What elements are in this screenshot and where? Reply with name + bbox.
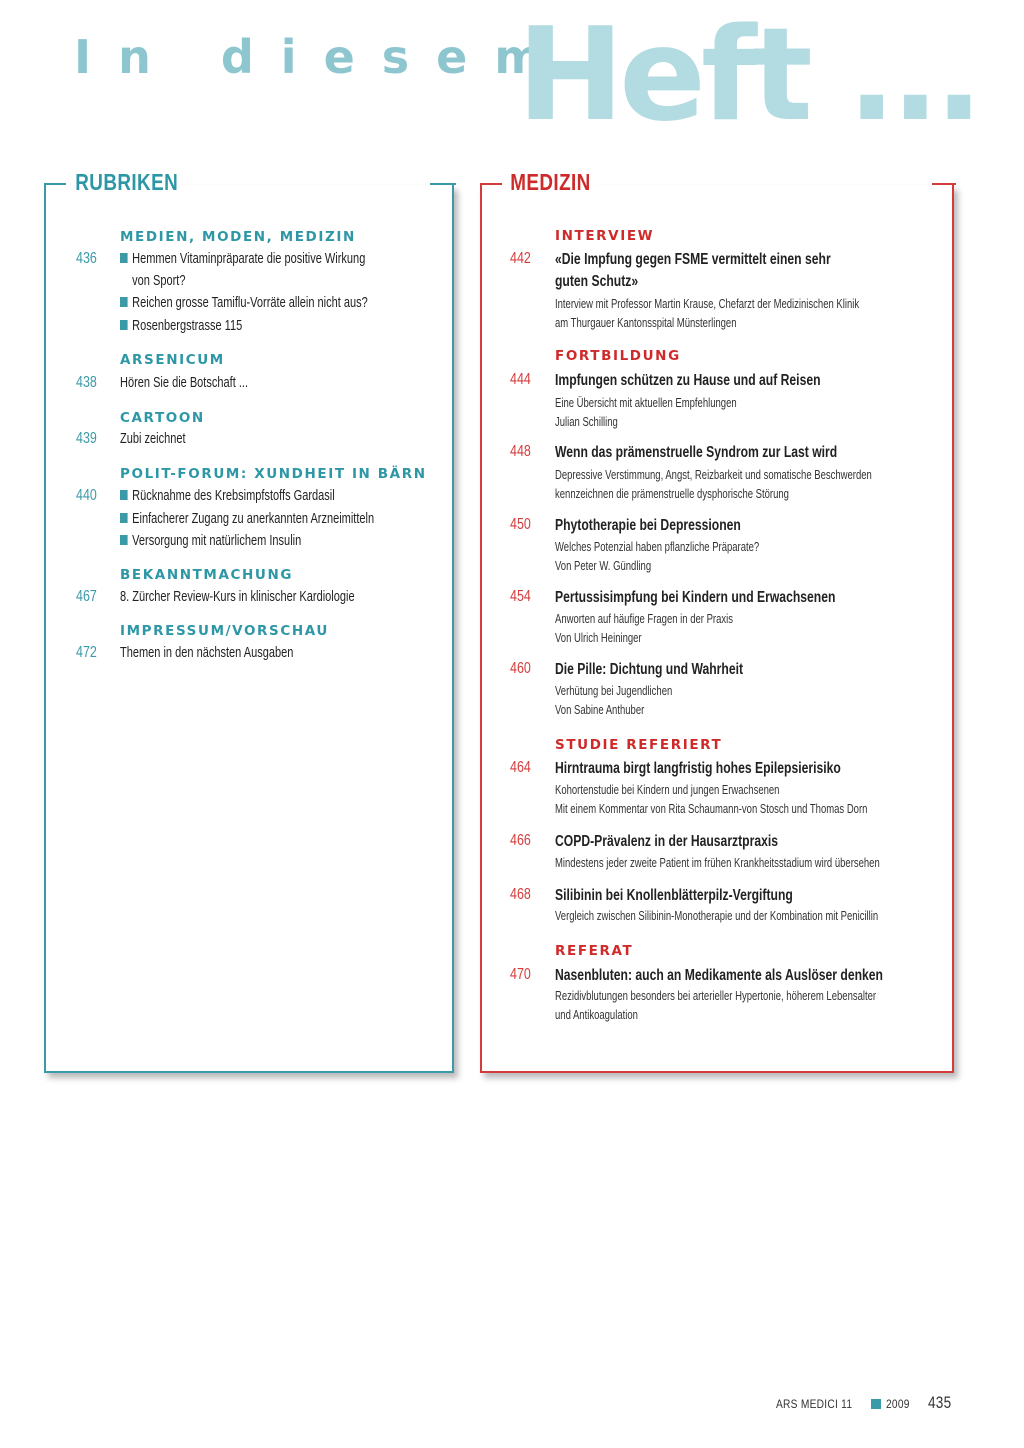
article-subtitle: kennzeichnen die prämenstruelle dysphorische Störung xyxy=(555,487,789,501)
page-number[interactable]: 442 xyxy=(510,250,531,267)
section-heading: IMPRESSUM/VORSCHAU xyxy=(120,623,329,639)
toc-item[interactable]: Reichen grosse Tamiflu-Vorräte allein nicht aus? xyxy=(120,295,368,311)
panel-top-edge-right xyxy=(430,183,456,185)
page-number[interactable]: 440 xyxy=(76,487,97,504)
page-number[interactable]: 470 xyxy=(510,966,531,983)
page-number[interactable]: 454 xyxy=(510,588,531,605)
page-number[interactable]: 438 xyxy=(76,374,97,391)
article-subtitle: Mit einem Kommentar von Rita Schaumann-von Stosch und Thomas Dorn xyxy=(555,802,868,816)
toc-item[interactable]: Rosenbergstrasse 115 xyxy=(120,318,242,334)
page-footer xyxy=(776,1393,957,1413)
article-subtitle: und Antikoagulation xyxy=(555,1008,638,1022)
article-subtitle: Anworten auf häufige Fragen in der Praxis xyxy=(555,612,733,626)
medizin-panel xyxy=(480,169,954,1073)
rubriken-title: RUBRIKEN xyxy=(72,169,181,196)
panel-top-edge-left xyxy=(44,183,66,185)
article-author: Von Sabine Anthuber xyxy=(555,703,645,717)
article-title[interactable]: Impfungen schützen zu Hause und auf Reisen xyxy=(555,372,821,389)
bullet-square-icon xyxy=(120,253,128,263)
toc-item[interactable]: Zubi zeichnet xyxy=(120,431,186,447)
article-subtitle: Rezidivblutungen besonders bei arterieller Hypertonie, höherem Lebensalter xyxy=(555,989,877,1003)
section-heading: ARSENICUM xyxy=(120,352,225,368)
section-heading: CARTOON xyxy=(120,410,205,426)
page-number[interactable]: 467 xyxy=(76,588,97,605)
journal-name: ARS MEDICI 11 xyxy=(776,1397,853,1411)
page-number-footer: 435 xyxy=(927,1393,952,1412)
toc-item[interactable]: 8. Zürcher Review-Kurs in klinischer Kardiologie xyxy=(120,589,355,605)
article-subtitle: Kohortenstudie bei Kindern und jungen Erwachsenen xyxy=(555,783,780,797)
article-title[interactable]: COPD-Prävalenz in der Hausarztpraxis xyxy=(555,833,779,850)
article-subtitle: Welches Potenzial haben pflanzliche Präparate? xyxy=(555,540,760,554)
title-heft: Heft ... xyxy=(517,1,979,150)
page-number[interactable]: 466 xyxy=(510,832,531,849)
article-subtitle: Eine Übersicht mit aktuellen Empfehlungen xyxy=(555,396,737,410)
article-title[interactable]: Wenn das prämenstruelle Syndrom zur Last wird xyxy=(555,444,838,461)
bullet-square-icon xyxy=(120,490,128,500)
page-number[interactable]: 460 xyxy=(510,660,531,677)
page-number[interactable]: 448 xyxy=(510,443,531,460)
footer-square-icon xyxy=(871,1399,881,1409)
article-title[interactable]: Silibinin bei Knollenblätterpilz-Vergiftung xyxy=(555,887,793,904)
toc-item[interactable]: Hören Sie die Botschaft ... xyxy=(120,375,249,391)
article-title[interactable]: Phytotherapie bei Depressionen xyxy=(555,517,741,534)
section-heading: POLIT-FORUM: XUNDHEIT IN BÄRN xyxy=(120,466,427,482)
title-in-diesem: In diesem xyxy=(74,30,570,84)
bullet-square-icon xyxy=(120,513,128,523)
article-title[interactable]: «Die Impfung gegen FSME vermittelt einen sehr xyxy=(555,251,831,268)
article-subtitle: Depressive Verstimmung, Angst, Reizbarkeit und somatische Beschwerden xyxy=(555,468,872,482)
section-heading: FORTBILDUNG xyxy=(555,348,681,364)
section-heading: BEKANNTMACHUNG xyxy=(120,567,294,583)
toc-item-continued[interactable]: von Sport? xyxy=(132,273,186,289)
bullet-square-icon xyxy=(120,297,128,307)
article-author: Von Peter W. Gündling xyxy=(555,559,652,573)
page-number[interactable]: 450 xyxy=(510,516,531,533)
bullet-square-icon xyxy=(120,320,128,330)
article-subtitle: Mindestens jeder zweite Patient im frühen Krankheitsstadium wird übersehen xyxy=(555,856,880,870)
toc-item[interactable]: Einfacherer Zugang zu anerkannten Arzneimitteln xyxy=(120,511,374,527)
section-heading: INTERVIEW xyxy=(555,228,655,244)
section-heading: MEDIEN, MODEN, MEDIZIN xyxy=(120,229,356,245)
article-subtitle: Interview mit Professor Martin Krause, Chefarzt der Medizinischen Klinik xyxy=(555,297,860,311)
page-number[interactable]: 439 xyxy=(76,430,97,447)
panel-top-edge-right xyxy=(932,183,956,185)
article-title[interactable]: Nasenbluten: auch an Medikamente als Auslöser denken xyxy=(555,967,883,984)
page-number[interactable]: 444 xyxy=(510,371,531,388)
page-number[interactable]: 472 xyxy=(76,644,97,661)
toc-item[interactable]: Hemmen Vitaminpräparate die positive Wirkung xyxy=(120,251,365,267)
medizin-title: MEDIZIN xyxy=(507,169,594,196)
rubriken-panel xyxy=(44,169,454,1073)
page-number[interactable]: 464 xyxy=(510,759,531,776)
journal-year: 2009 xyxy=(885,1397,910,1411)
article-title[interactable]: Pertussisimpfung bei Kindern und Erwachsenen xyxy=(555,589,836,606)
page-number[interactable]: 436 xyxy=(76,250,97,267)
section-heading: REFERAT xyxy=(555,943,634,959)
article-subtitle: Vergleich zwischen Silibinin-Monotherapie und der Kombination mit Penicillin xyxy=(555,909,879,923)
article-title[interactable]: Hirntrauma birgt langfristig hohes Epilepsierisiko xyxy=(555,760,841,777)
section-heading: STUDIE REFERIERT xyxy=(555,737,723,753)
article-subtitle: am Thurgauer Kantonsspital Münsterlingen xyxy=(555,316,737,330)
toc-item[interactable]: Versorgung mit natürlichem Insulin xyxy=(120,533,301,549)
article-author: Julian Schilling xyxy=(555,415,618,429)
panel-top-edge-left xyxy=(480,183,502,185)
article-title[interactable]: Die Pille: Dichtung und Wahrheit xyxy=(555,661,744,678)
toc-item[interactable]: Rücknahme des Krebsimpfstoffs Gardasil xyxy=(120,488,335,504)
page-number[interactable]: 468 xyxy=(510,886,531,903)
toc-item[interactable]: Themen in den nächsten Ausgaben xyxy=(120,645,294,661)
bullet-square-icon xyxy=(120,535,128,545)
article-title-continued[interactable]: guten Schutz» xyxy=(555,273,639,290)
article-subtitle: Verhütung bei Jugendlichen xyxy=(555,684,673,698)
article-author: Von Ulrich Heininger xyxy=(555,631,642,645)
